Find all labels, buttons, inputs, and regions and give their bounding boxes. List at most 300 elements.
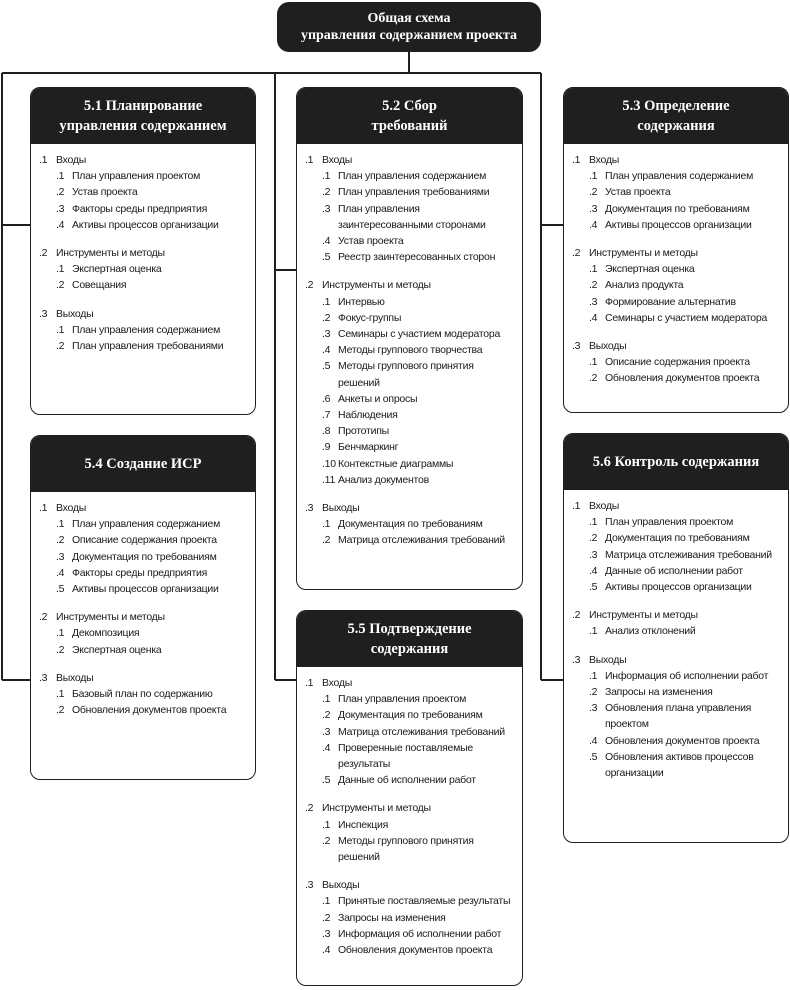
diagram-title-line2: управления содержанием проекта [300,28,518,43]
item-number: .8 [322,425,331,438]
section-item [305,893,516,909]
item-text: Анализ продукта [605,279,684,292]
item-number: .1 [322,518,331,531]
item-text: Матрица отслеживания требований [338,534,505,547]
process-section [572,152,782,233]
section-item [572,184,782,200]
section-item [305,532,516,548]
item-text: Описание содержания проекта [72,534,217,547]
process-title [564,434,788,490]
item-number: .2 [56,704,65,717]
process-title-line: содержания [637,118,715,134]
section-item [305,294,516,310]
item-text: Реестр заинтересованных сторон [338,251,496,264]
item-text: План управления требованиями [72,340,224,353]
section-item [39,322,249,338]
item-number: .3 [56,550,65,563]
section-item [39,642,249,658]
section-item [572,700,782,732]
item-text: Интервью [338,295,385,308]
section-heading [305,277,516,293]
process-section [39,670,249,719]
item-text: Формирование альтернатив [605,295,736,308]
item-number: .3 [56,202,65,215]
process-box-5-3 [563,87,789,413]
item-number: .4 [322,344,331,357]
section-heading [39,609,249,625]
item-text: Запросы на изменения [605,686,713,699]
section-item [39,201,249,217]
item-text: Методы группового творчества [338,344,483,357]
process-section [39,500,249,597]
item-number: .3 [589,202,598,215]
item-number: .4 [589,218,598,231]
item-number: .4 [589,564,598,577]
section-item [39,686,249,702]
item-text: Семинары с участием модератора [338,328,501,341]
item-text: Принятые поставляемые результаты [338,895,511,908]
section-heading [305,877,516,893]
section-item [572,370,782,386]
diagram-title [277,2,541,52]
process-body [31,492,255,734]
section-item [305,168,516,184]
section-label: Инструменты и методы [56,247,165,260]
section-item [305,439,516,455]
section-number: .2 [305,279,314,292]
section-item [305,740,516,772]
item-text: Обновления документов проекта [72,704,227,717]
section-item [572,623,782,639]
item-number: .4 [56,218,65,231]
item-number: .2 [589,532,598,545]
item-text: Обновления плана управления проектом [605,702,752,731]
process-box-5-6 [563,433,789,843]
section-item [39,261,249,277]
section-label: Выходы [589,340,627,353]
item-text: План управления содержанием [605,170,754,183]
item-number: .3 [589,548,598,561]
section-heading [572,498,782,514]
item-number: .1 [589,669,598,682]
item-number: .1 [322,895,331,908]
item-text: Устав проекта [605,186,671,199]
item-number: .1 [56,323,65,336]
item-text: Фокус-группы [338,311,402,324]
item-text: Документация по требованиям [605,202,750,215]
process-body [31,144,255,370]
item-text: Активы процессов организации [72,218,219,231]
item-text: Совещания [72,279,127,292]
item-number: .1 [56,627,65,640]
item-number: .4 [56,566,65,579]
process-section [39,609,249,658]
section-item [39,338,249,354]
section-item [572,563,782,579]
item-text: Факторы среды предприятия [72,566,208,579]
section-item [39,581,249,597]
section-number: .3 [572,340,581,353]
item-text: Данные об исполнении работ [338,774,476,787]
section-item [305,516,516,532]
process-title [31,436,255,492]
section-item [305,249,516,265]
item-number: .1 [322,693,331,706]
section-item [305,772,516,788]
section-item [305,926,516,942]
item-text: Анкеты и опросы [338,392,418,405]
section-number: .1 [39,154,48,166]
item-text: Анализ отклонений [605,625,696,638]
section-item [305,691,516,707]
section-label: Входы [56,502,87,514]
item-text: Обновления активов процессов организации [605,750,754,780]
section-label: Выходы [322,879,360,892]
item-number: .4 [589,734,598,747]
section-item [305,833,516,865]
item-number: .3 [589,295,598,308]
item-number: .10 [322,457,336,470]
item-number: .2 [322,186,331,199]
section-label: Инструменты и методы [322,802,431,815]
section-label: Инструменты и методы [589,609,698,622]
process-title [297,88,522,144]
item-number: .2 [589,186,598,199]
process-section [572,498,782,595]
section-item [39,549,249,565]
process-section [39,152,249,233]
item-number: .3 [322,202,331,215]
section-number: .3 [572,653,581,666]
section-heading [305,675,516,691]
section-item [305,472,516,488]
section-heading [39,245,249,261]
item-text: Бенчмаркинг [338,441,399,454]
item-text: Декомпозиция [72,627,140,640]
section-item [572,217,782,233]
item-text: Обновления документов проекта [338,944,493,957]
item-number: .5 [589,750,598,763]
item-text: Документация по требованиям [338,709,483,722]
section-number: .1 [305,677,314,689]
item-text: Активы процессов организации [605,218,752,231]
process-section [305,277,516,488]
section-item [572,310,782,326]
section-heading [572,338,782,354]
process-title-line: 5.3 Определение [622,98,730,114]
item-text: План управления заинтересованными сторонами [338,202,486,231]
item-text: Экспертная оценка [605,263,695,276]
item-number: .4 [322,944,331,957]
process-section [572,652,782,782]
process-box-5-5 [296,610,523,986]
item-number: .1 [322,295,331,308]
item-text: Информация об исполнении работ [338,927,502,940]
item-text: Базовый план по содержанию [72,688,213,701]
item-number: .5 [589,581,598,594]
section-item [572,294,782,310]
item-number: .5 [322,774,331,787]
section-item [572,530,782,546]
item-number: .2 [56,279,65,292]
item-number: .1 [56,263,65,276]
item-number: .4 [322,235,331,248]
section-number: .3 [305,502,314,515]
section-label: Входы [322,154,353,166]
item-number: .1 [322,818,331,831]
process-section [39,306,249,355]
item-number: .3 [322,328,331,341]
section-number: .1 [572,154,581,166]
diagram-title-line1: Общая схема [367,11,451,26]
process-body [297,144,522,565]
section-label: Входы [589,500,620,512]
item-number: .2 [322,311,331,324]
item-text: Анализ документов [338,473,429,486]
section-item [305,358,516,390]
section-item [39,625,249,641]
process-section [305,152,516,265]
item-number: .1 [589,516,598,529]
section-item [39,516,249,532]
section-number: .3 [39,671,48,684]
section-item [305,817,516,833]
section-label: Инструменты и методы [589,247,698,260]
section-number: .2 [39,247,48,260]
process-section [39,245,249,294]
item-text: Экспертная оценка [72,643,162,656]
item-text: Документация по требованиям [72,550,217,563]
process-title-line: 5.6 Контроль содержания [592,454,760,470]
section-item [572,277,782,293]
section-item [305,407,516,423]
item-text: Инспекция [338,818,389,831]
process-title-line: содержания [370,641,449,657]
item-number: .2 [589,279,598,292]
section-item [572,201,782,217]
section-label: Выходы [56,671,94,684]
section-item [305,456,516,472]
item-number: .1 [589,625,598,638]
section-item [572,684,782,700]
section-item [305,942,516,958]
section-label: Входы [56,154,87,166]
section-label: Выходы [322,502,360,515]
section-number: .2 [572,247,581,260]
section-item [305,342,516,358]
process-title-line: 5.5 Подтверждение [347,621,472,637]
section-number: .2 [39,611,48,624]
section-item [39,277,249,293]
section-heading [572,152,782,168]
section-number: .1 [572,500,581,512]
item-text: Матрица отслеживания требований [605,548,772,561]
item-number: .2 [589,372,598,385]
item-text: Экспертная оценка [72,263,162,276]
section-label: Выходы [589,653,627,666]
section-heading [572,607,782,623]
item-text: Описание содержания проекта [605,356,750,369]
item-number: .2 [56,186,65,199]
process-title-line: 5.1 Планирование [83,98,203,114]
item-number: .2 [589,686,598,699]
process-section [572,607,782,639]
process-title [31,88,255,144]
item-text: Методы группового принятия решений [338,360,474,389]
item-number: .3 [322,725,331,738]
item-number: .2 [322,709,331,722]
section-heading [305,800,516,816]
item-number: .2 [322,911,331,924]
section-item [305,326,516,342]
section-item [39,217,249,233]
item-text: Активы процессов организации [605,581,752,594]
item-number: .4 [322,741,331,754]
item-number: .1 [56,170,65,183]
item-number: .2 [322,834,331,847]
process-section [572,338,782,387]
item-text: Данные об исполнении работ [605,564,743,577]
item-text: Запросы на изменения [338,911,446,924]
item-text: Обновления документов проекта [605,734,760,747]
item-text: Наблюдения [338,409,398,422]
item-number: .11 [322,473,336,486]
section-item [305,310,516,326]
section-number: .3 [305,879,314,892]
process-title-line: 5.4 Создание ИСР [84,456,202,472]
process-body [297,667,522,974]
item-text: Прототипы [338,425,389,438]
item-text: План управления содержанием [72,323,221,336]
section-item [572,514,782,530]
item-number: .7 [322,409,331,422]
item-text: Устав проекта [338,235,404,248]
process-section [305,877,516,958]
item-text: План управления требованиями [338,186,490,199]
section-label: Выходы [56,307,94,320]
section-item [572,733,782,749]
section-label: Входы [322,677,353,689]
section-item [39,565,249,581]
section-item [305,233,516,249]
item-number: .5 [56,583,65,596]
process-box-5-1 [30,87,256,415]
section-item [305,184,516,200]
section-heading [39,152,249,168]
section-heading [39,306,249,322]
item-number: .1 [589,356,598,369]
section-number: .1 [39,502,48,514]
process-title-line: требований [371,118,448,134]
process-section [305,800,516,865]
item-number: .5 [322,251,331,264]
section-item [572,354,782,370]
section-item [572,749,782,781]
section-item [305,707,516,723]
item-text: Семинары с участием модератора [605,311,768,324]
process-box-5-4 [30,435,256,780]
section-item [305,391,516,407]
section-item [572,168,782,184]
item-text: Активы процессов организации [72,583,219,596]
item-text: План управления содержанием [338,170,487,183]
section-item [305,201,516,233]
item-text: Документация по требованиям [605,532,750,545]
item-number: .9 [322,441,331,454]
section-heading [305,152,516,168]
section-item [572,668,782,684]
process-box-5-2 [296,87,523,590]
section-label: Входы [589,154,620,166]
process-title-line: управления содержанием [59,118,227,134]
section-item [39,168,249,184]
section-item [39,184,249,200]
process-section [305,500,516,549]
process-title [297,611,522,667]
section-item [305,423,516,439]
item-number: .2 [322,534,331,547]
item-number: .4 [589,311,598,324]
item-number: .2 [56,534,65,547]
section-item [572,579,782,595]
item-text: Факторы среды предприятия [72,202,208,215]
section-item [572,547,782,563]
item-text: Обновления документов проекта [605,372,760,385]
process-title [564,88,788,144]
section-heading [39,500,249,516]
process-section [572,245,782,326]
item-number: .5 [322,360,331,373]
section-item [305,910,516,926]
section-heading [572,652,782,668]
item-number: .3 [322,927,331,940]
section-label: Инструменты и методы [56,611,165,624]
item-number: .6 [322,392,331,405]
item-number: .3 [589,702,598,715]
item-text: Информация об исполнении работ [605,669,769,682]
process-title-line: 5.2 Сбор [382,98,437,114]
item-text: Методы группового принятия решений [338,834,474,864]
item-text: Устав проекта [72,186,138,199]
item-text: План управления содержанием [72,518,221,531]
item-number: .1 [589,170,598,183]
item-number: .2 [56,340,65,353]
process-body [564,490,788,797]
section-number: .2 [305,802,314,815]
item-text: План управления проектом [72,170,201,183]
item-number: .1 [56,688,65,701]
section-heading [305,500,516,516]
section-number: .3 [39,307,48,320]
item-number: .2 [56,643,65,656]
section-item [39,702,249,718]
item-text: План управления проектом [338,693,467,706]
process-section [305,675,516,788]
section-item [39,532,249,548]
item-number: .1 [589,263,598,276]
section-heading [39,670,249,686]
section-item [572,261,782,277]
process-body [564,144,788,403]
item-number: .1 [56,518,65,531]
section-label: Инструменты и методы [322,279,431,292]
item-text: Матрица отслеживания требований [338,725,505,738]
item-text: План управления проектом [605,516,734,529]
item-text: Документация по требованиям [338,518,483,531]
section-item [305,724,516,740]
section-number: .2 [572,609,581,622]
item-text: Контекстные диаграммы [338,457,454,470]
